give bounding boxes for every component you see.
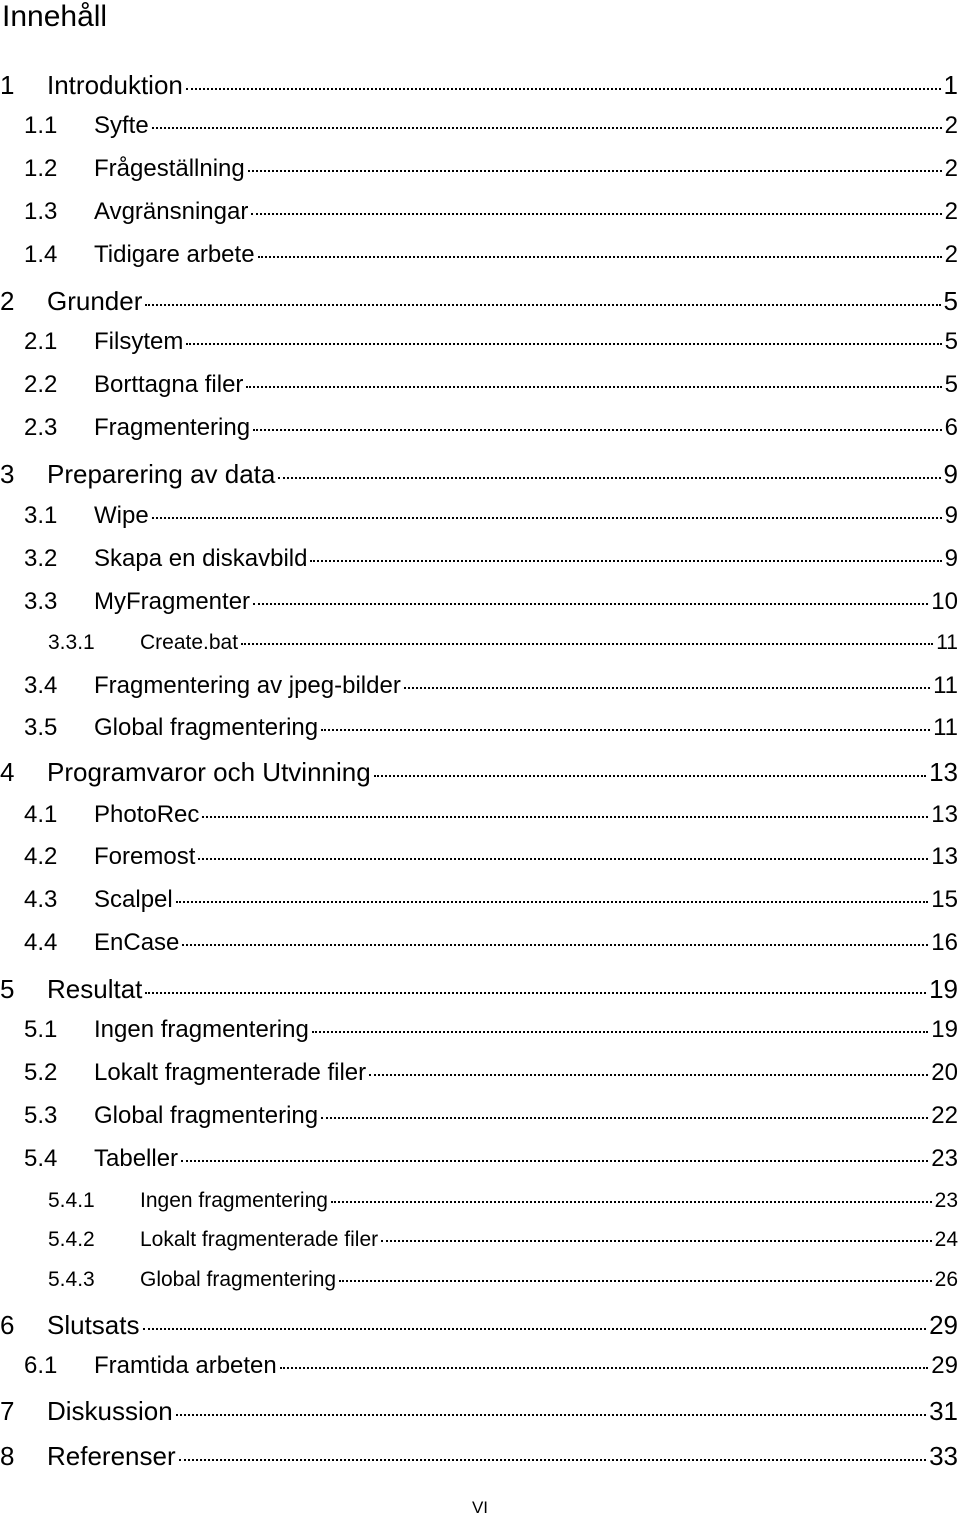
toc-entry-page-number: 2	[944, 198, 958, 225]
toc-entry-number: 3.5	[24, 714, 58, 741]
dot-leader	[202, 816, 928, 818]
toc-entry-number: 1.4	[24, 241, 58, 268]
toc-entry-page-number: 13	[931, 801, 958, 828]
toc-entry[interactable]	[0, 757, 960, 788]
toc-entry[interactable]	[0, 545, 960, 573]
dot-leader	[248, 170, 942, 172]
toc-entry-number: 2	[0, 286, 15, 316]
toc-entry-title: Foremost	[94, 843, 196, 870]
toc-entry[interactable]	[0, 112, 960, 140]
dot-leader	[182, 944, 928, 946]
toc-entry-page-number: 20	[931, 1059, 958, 1086]
toc-entry-number: 8	[0, 1441, 15, 1471]
dot-leader	[404, 687, 930, 689]
toc-entry[interactable]	[0, 1059, 960, 1087]
toc-entry[interactable]	[0, 1310, 960, 1341]
toc-entry-title: Frågeställning	[94, 155, 245, 182]
toc-entry[interactable]	[0, 1352, 960, 1380]
toc-entry-number: 1.3	[24, 198, 58, 225]
toc-entry-title: EnCase	[94, 929, 180, 956]
dot-leader	[278, 477, 940, 479]
toc-entry-number: 6	[0, 1310, 15, 1340]
toc-entry[interactable]	[0, 155, 960, 183]
toc-entry-number: 3.4	[24, 672, 58, 699]
toc-entry-number: 4.4	[24, 929, 58, 956]
toc-entry-page-number: 29	[929, 1310, 958, 1340]
dot-leader	[145, 992, 926, 994]
toc-entry-page-number: 26	[934, 1268, 958, 1291]
toc-entry-page-number: 19	[931, 1016, 958, 1043]
toc-entry[interactable]	[0, 1228, 960, 1252]
toc-entry-title: PhotoRec	[94, 801, 200, 828]
toc-entry-title: Create.bat	[140, 631, 239, 654]
toc-entry-number: 4.3	[24, 886, 58, 913]
dot-leader	[143, 1328, 927, 1330]
toc-entry-title: MyFragmenter	[94, 588, 251, 615]
dot-leader	[253, 603, 928, 605]
toc-entry[interactable]	[0, 974, 960, 1005]
dot-leader	[241, 643, 933, 645]
toc-entry-page-number: 29	[931, 1352, 958, 1379]
toc-entry-number: 6.1	[24, 1352, 58, 1379]
toc-entry-number: 5.4.1	[48, 1189, 95, 1212]
toc-entry-page-number: 13	[931, 843, 958, 870]
dot-leader	[152, 517, 942, 519]
toc-entry-page-number: 6	[944, 414, 958, 441]
toc-entry-title: Skapa en diskavbild	[94, 545, 308, 572]
toc-entry-title: Global fragmentering	[140, 1268, 337, 1291]
toc-entry[interactable]	[0, 328, 960, 356]
toc-entry-page-number: 11	[933, 672, 958, 699]
toc-entry-title: Syfte	[94, 112, 149, 139]
toc-entry-title: Lokalt fragmenterade filer	[94, 1059, 367, 1086]
toc-entry[interactable]	[0, 672, 960, 700]
toc-entry[interactable]	[0, 414, 960, 442]
dot-leader	[280, 1367, 929, 1369]
toc-entry[interactable]	[0, 198, 960, 226]
toc-entry-number: 7	[0, 1396, 15, 1426]
toc-entry[interactable]	[0, 886, 960, 914]
toc-entry-page-number: 2	[944, 241, 958, 268]
toc-entry[interactable]	[0, 70, 960, 101]
dot-leader	[369, 1074, 928, 1076]
toc-entry[interactable]	[0, 1268, 960, 1292]
toc-entry-number: 3	[0, 459, 15, 489]
dot-leader	[310, 560, 941, 562]
toc-entry-page-number: 5	[944, 328, 958, 355]
toc-entry-page-number: 23	[931, 1145, 958, 1172]
toc-entry[interactable]	[0, 929, 960, 957]
toc-entry-title: Avgränsningar	[94, 198, 249, 225]
toc-entry-page-number: 16	[931, 929, 958, 956]
dot-leader	[321, 729, 930, 731]
toc-entry-title: Global fragmentering	[94, 714, 319, 741]
toc-entry-number: 3.2	[24, 545, 58, 572]
toc-entry[interactable]	[0, 1145, 960, 1173]
toc-entry-title: Scalpel	[94, 886, 173, 913]
toc-entry-title: Ingen fragmentering	[140, 1189, 328, 1212]
toc-entry[interactable]	[0, 459, 960, 490]
toc-entry-title: Referenser	[47, 1441, 176, 1471]
toc-entry-title: Framtida arbeten	[94, 1352, 277, 1379]
dot-leader	[176, 901, 929, 903]
dot-leader	[246, 386, 941, 388]
toc-entry[interactable]	[0, 588, 960, 616]
toc-entry-title: Fragmentering	[94, 414, 251, 441]
toc-entry-title: Fragmentering av jpeg-bilder	[94, 672, 401, 699]
toc-entry[interactable]	[0, 502, 960, 530]
toc-entry-number: 3.3.1	[48, 631, 95, 654]
dot-leader	[321, 1117, 928, 1119]
toc-entry-title: Introduktion	[47, 70, 183, 100]
toc-entry-number: 1	[0, 70, 15, 100]
dot-leader	[186, 88, 941, 90]
dot-leader	[339, 1280, 932, 1282]
toc-entry-title: Ingen fragmentering	[94, 1016, 309, 1043]
toc-entry-title: Grunder	[47, 286, 143, 316]
toc-entry-page-number: 11	[936, 631, 958, 654]
toc-entry-page-number: 9	[944, 502, 958, 529]
toc-entry[interactable]	[0, 631, 960, 655]
toc-entry-number: 1.1	[24, 112, 58, 139]
toc-entry[interactable]	[0, 1016, 960, 1044]
dot-leader	[381, 1240, 932, 1242]
toc-entry-number: 4	[0, 757, 15, 787]
toc-entry[interactable]	[0, 1102, 960, 1130]
toc-entry[interactable]	[0, 286, 960, 317]
toc-entry[interactable]	[0, 843, 960, 871]
toc-entry-page-number: 9	[944, 545, 958, 572]
dot-leader	[251, 213, 941, 215]
toc-entry-page-number: 15	[931, 886, 958, 913]
toc-entry-page-number: 2	[944, 112, 958, 139]
toc-entry-title: Filsytem	[94, 328, 184, 355]
toc-entry-title: Wipe	[94, 502, 149, 529]
dot-leader	[181, 1160, 928, 1162]
dot-leader	[186, 343, 941, 345]
toc-entry-number: 5.1	[24, 1016, 58, 1043]
toc-entry-page-number: 33	[929, 1441, 958, 1471]
toc-entry[interactable]	[0, 1189, 960, 1213]
toc-entry-page-number: 19	[929, 974, 958, 1004]
toc-entry-page-number: 2	[944, 155, 958, 182]
toc-entry-number: 2.2	[24, 371, 58, 398]
dot-leader	[152, 127, 942, 129]
toc-entry-title: Tabeller	[94, 1145, 179, 1172]
toc-entry-number: 3.1	[24, 502, 58, 529]
dot-leader	[331, 1201, 932, 1203]
toc-entry[interactable]	[0, 1396, 960, 1427]
toc-entry-number: 5.4	[24, 1145, 58, 1172]
toc-entry[interactable]	[0, 1441, 960, 1472]
toc-entry-number: 5.4.2	[48, 1228, 95, 1251]
toc-entry-number: 5.2	[24, 1059, 58, 1086]
toc-entry-number: 2.1	[24, 328, 58, 355]
dot-leader	[312, 1031, 928, 1033]
toc-entry-title: Programvaror och Utvinning	[47, 757, 371, 787]
toc-entry-title: Preparering av data	[47, 459, 276, 489]
page-number-footer: VI	[471, 1498, 489, 1517]
toc-entry-number: 4.2	[24, 843, 58, 870]
toc-entry-number: 5.4.3	[48, 1268, 95, 1291]
toc-entry[interactable]	[0, 801, 960, 829]
toc-entry-title: Resultat	[47, 974, 143, 1004]
toc-entry[interactable]	[0, 714, 960, 742]
toc-entry-number: 5	[0, 974, 15, 1004]
toc-entry-number: 2.3	[24, 414, 58, 441]
dot-leader	[253, 429, 942, 431]
toc-entry-number: 5.3	[24, 1102, 58, 1129]
dot-leader	[179, 1459, 926, 1461]
toc-entry-title: Borttagna filer	[94, 371, 244, 398]
toc-entry-title: Diskussion	[47, 1396, 173, 1426]
toc-entry-page-number: 5	[944, 371, 958, 398]
toc-entry-page-number: 24	[934, 1228, 958, 1251]
toc-entry[interactable]	[0, 241, 960, 269]
dot-leader	[176, 1414, 926, 1416]
toc-entry-title: Slutsats	[47, 1310, 140, 1340]
toc-entry-title: Global fragmentering	[94, 1102, 319, 1129]
toc-entry-number: 4.1	[24, 801, 58, 828]
toc-entry-page-number: 1	[943, 70, 958, 100]
dot-leader	[145, 304, 940, 306]
dot-leader	[198, 858, 928, 860]
toc-entry[interactable]	[0, 371, 960, 399]
toc-entry-number: 1.2	[24, 155, 58, 182]
toc-entry-page-number: 10	[931, 588, 958, 615]
toc-entry-title: Tidigare arbete	[94, 241, 255, 268]
toc-entry-number: 3.3	[24, 588, 58, 615]
toc-entry-page-number: 13	[929, 757, 958, 787]
toc-entry-page-number: 11	[933, 714, 958, 741]
toc-entry-title: Lokalt fragmenterade filer	[140, 1228, 379, 1251]
toc-entry-page-number: 9	[943, 459, 958, 489]
dot-leader	[374, 775, 926, 777]
page-title: Innehåll	[2, 0, 108, 33]
dot-leader	[258, 256, 942, 258]
toc-entry-page-number: 23	[934, 1189, 958, 1212]
toc-entry-page-number: 31	[929, 1396, 958, 1426]
toc-entry-page-number: 5	[943, 286, 958, 316]
toc-entry-page-number: 22	[931, 1102, 958, 1129]
